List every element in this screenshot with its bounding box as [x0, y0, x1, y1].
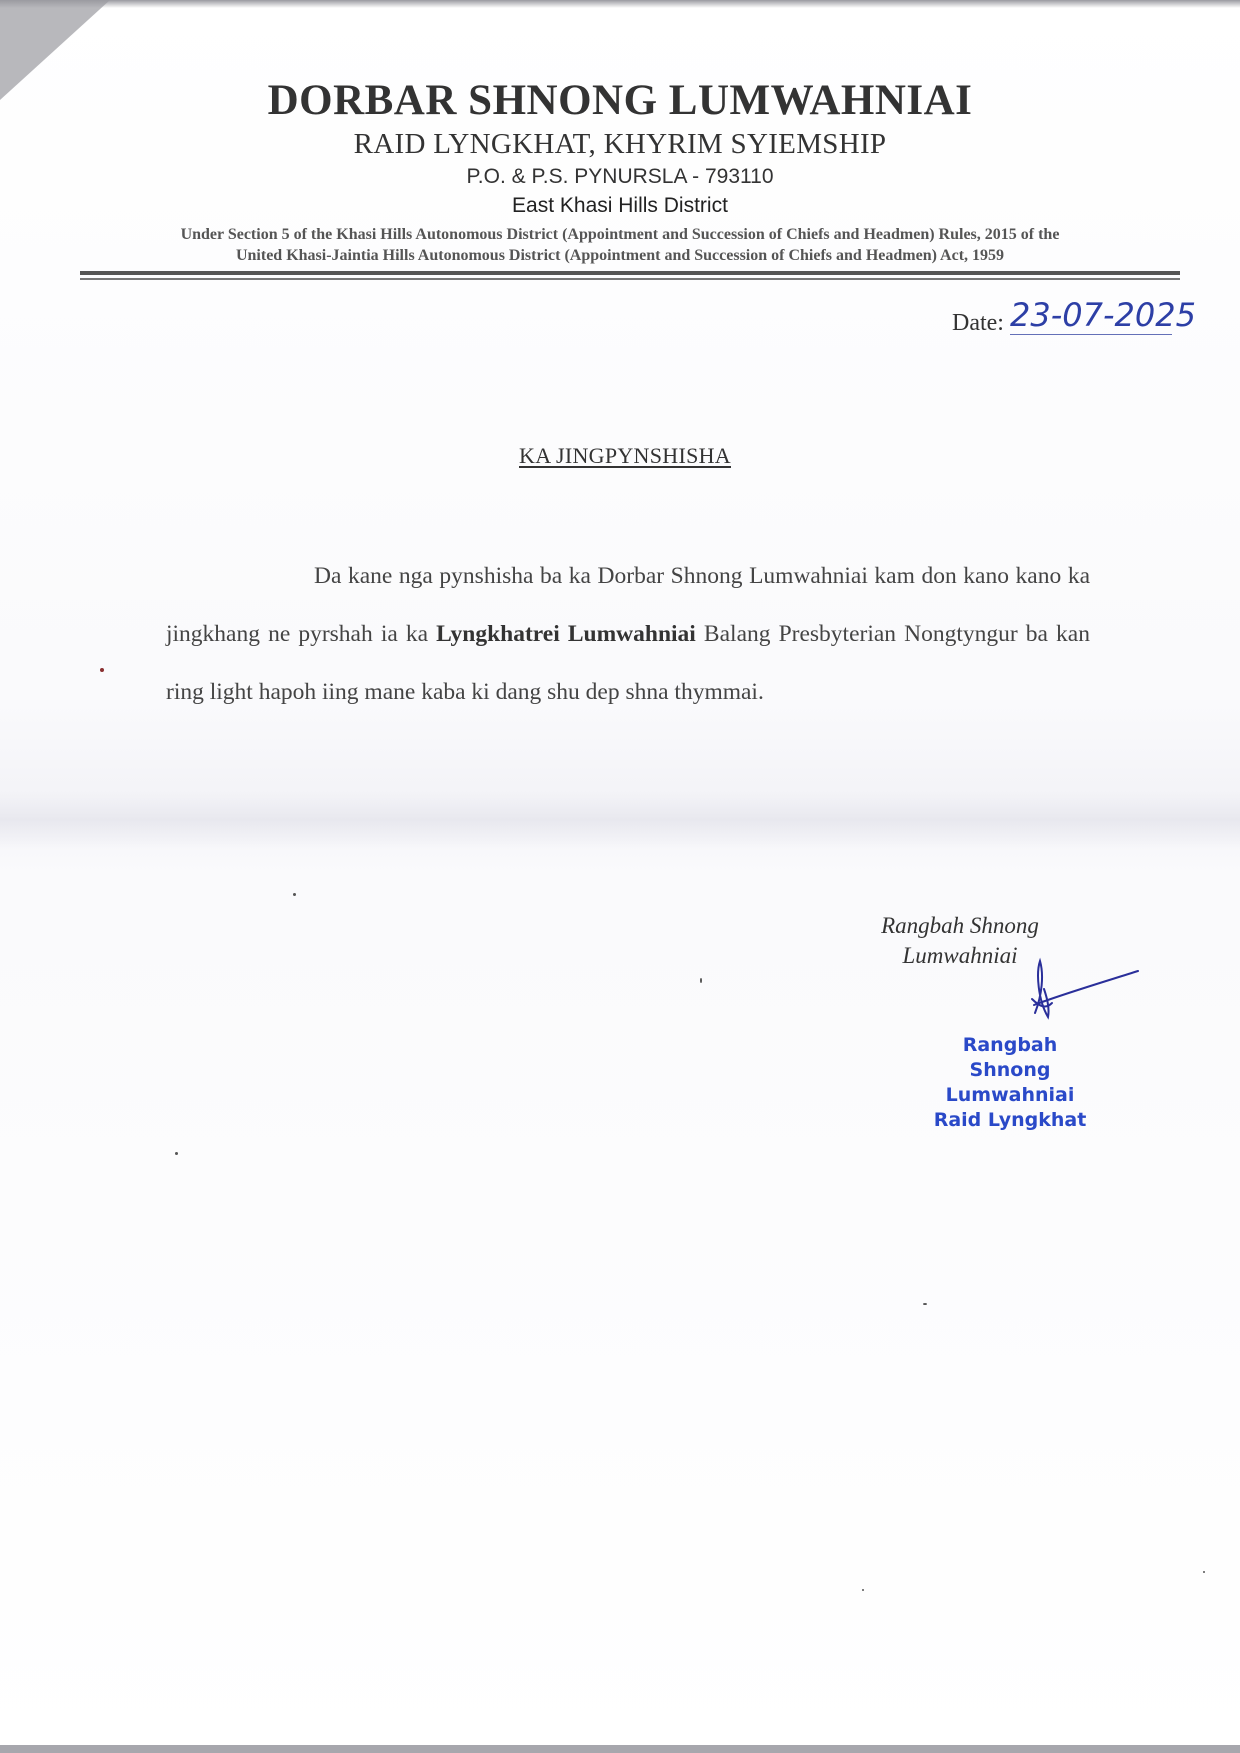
- letterhead-district: East Khasi Hills District: [512, 194, 728, 217]
- date-label: Date:: [952, 310, 1004, 336]
- stamp-line-2: Lumwahniai: [945, 1084, 1075, 1106]
- letterhead-rule-thin: [80, 278, 1180, 280]
- scan-speck: [293, 893, 296, 896]
- signatory-place: Lumwahniai: [902, 943, 1018, 968]
- date-value-handwritten: 23-07-2025: [1010, 296, 1196, 334]
- stamp-line-1: Rangbah Shnong: [962, 1034, 1058, 1081]
- scan-speck: [923, 1303, 927, 1305]
- letterhead-legal-note: [0, 224, 1240, 266]
- letterhead-rule-thick: [80, 271, 1180, 275]
- certificate-body: [166, 547, 1090, 721]
- legal-note-line-2: United Khasi-Jaintia Hills Autonomous District (Appointment and Succession of Chiefs and Headmen) Act, 1959: [235, 247, 1005, 264]
- scan-speck: [100, 668, 104, 672]
- document-title: KA JINGPYNSHISHA: [519, 443, 731, 468]
- scan-speck: [1203, 1571, 1205, 1573]
- official-stamp: [920, 1033, 1100, 1133]
- paper-fold-crease: [0, 790, 1240, 850]
- signatory-title: Rangbah Shnong: [881, 913, 1039, 938]
- scan-top-edge: [0, 0, 1240, 8]
- scan-speck: [175, 1152, 178, 1155]
- body-text-bold-name: Lyngkhatrei Lumwahniai: [436, 621, 696, 647]
- handwritten-signature: [1030, 955, 1140, 1035]
- scan-speck: [862, 1589, 864, 1591]
- letterhead-subtitle: RAID LYNGKHAT, KHYRIM SYIEMSHIP: [353, 128, 887, 160]
- stamp-line-3: Raid Lyngkhat: [933, 1109, 1087, 1131]
- letterhead-post-office: P.O. & P.S. PYNURSLA - 793110: [466, 165, 774, 188]
- body-text-part-1: Da kane nga pynshisha ba ka Dorbar Shnong Lumwahniai kam don kano kano ka jingkhang ne pyrshah ia ka: [166, 563, 1090, 647]
- scan-speck: [700, 978, 702, 983]
- legal-note-line-1: Under Section 5 of the Khasi Hills Autonomous District (Appointment and Succession of Chiefs and Headmen) Rules, 2015 of the: [180, 226, 1060, 243]
- letterhead-org-name: DORBAR SHNONG LUMWAHNIAI: [267, 77, 973, 124]
- scan-bottom-edge: [0, 1745, 1240, 1753]
- body-text-part-2: Balang Presbyterian Nongtyngur ba kan ring light hapoh iing mane kaba ki dang shu dep shna thymmai.: [166, 621, 1090, 705]
